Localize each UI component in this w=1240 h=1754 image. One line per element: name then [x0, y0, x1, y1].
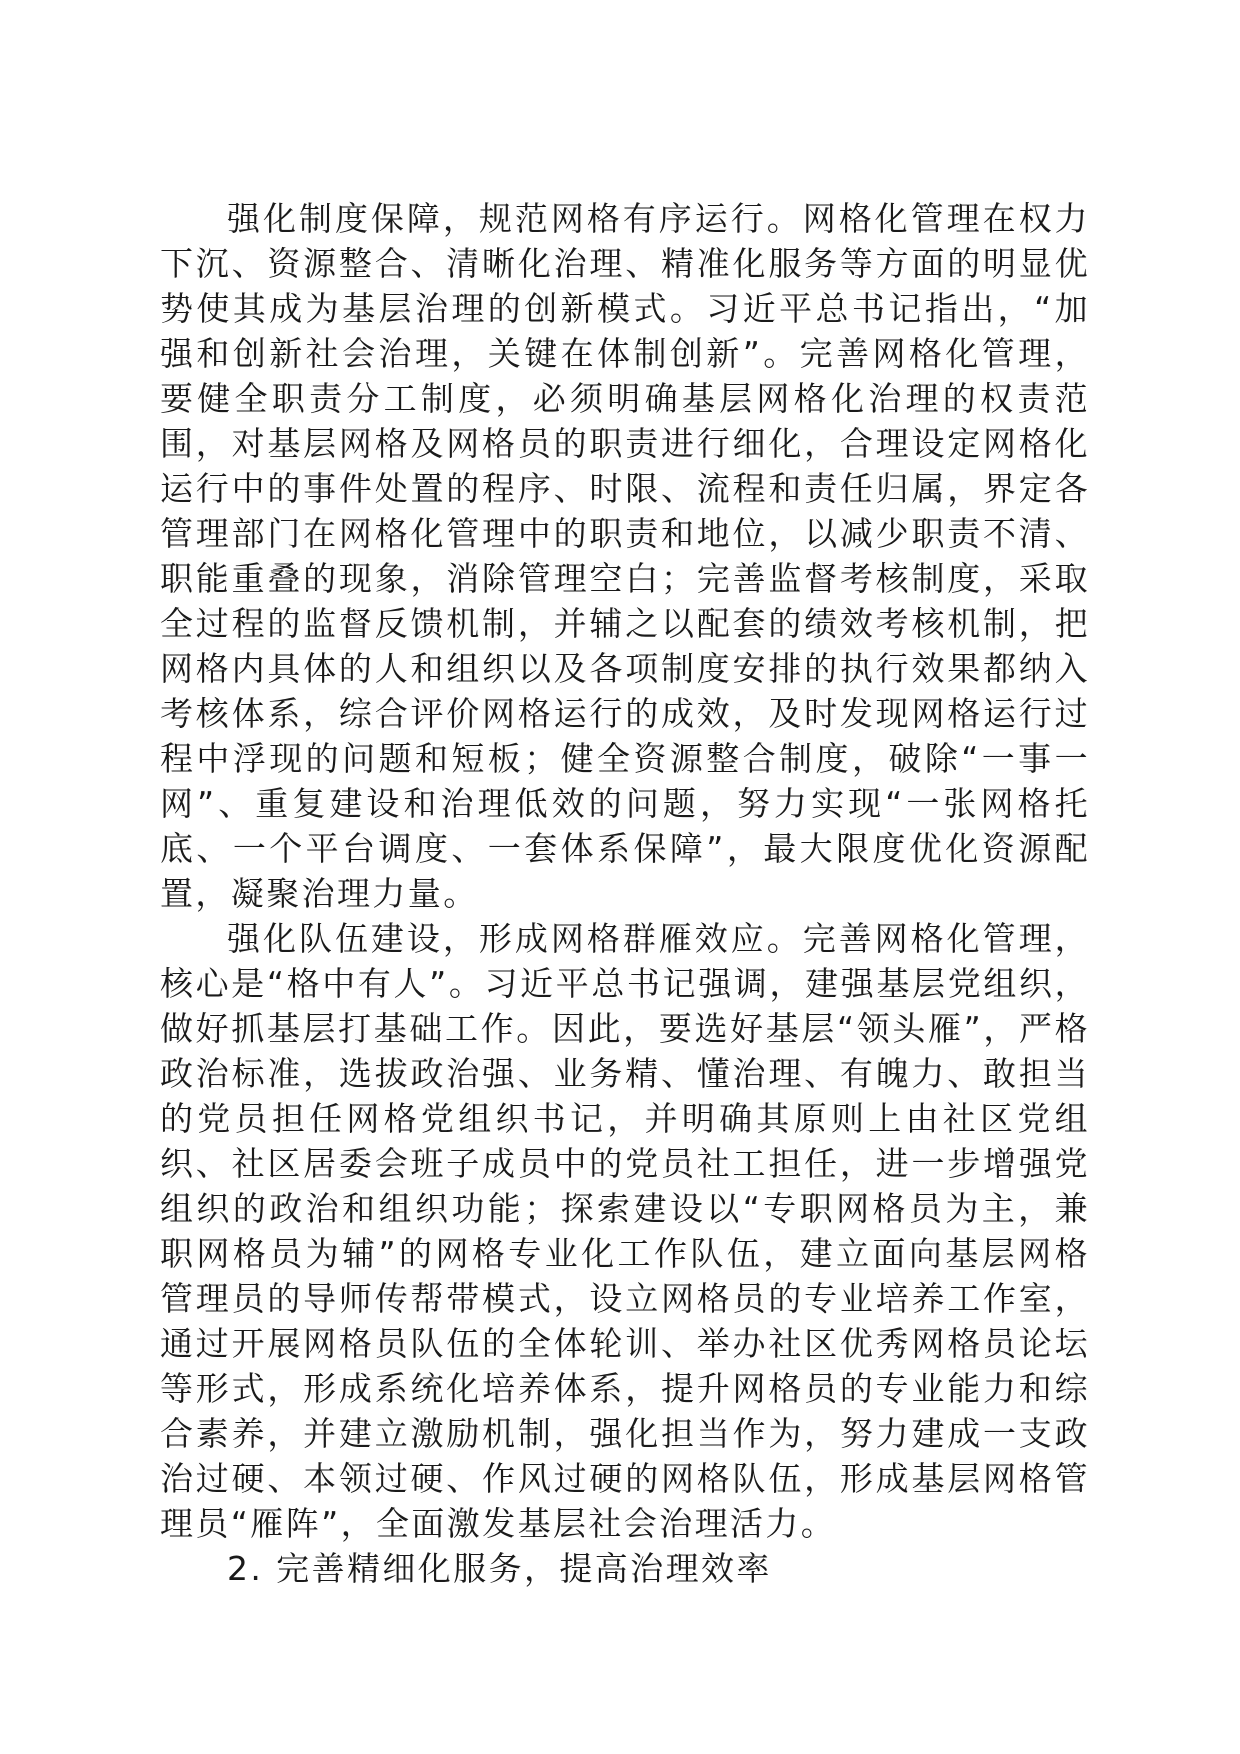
paragraph-team-building: 强化队伍建设，形成网格群雁效应。完善网格化管理，核心是“格中有人”。习近平总书记强调，建强基层党组织，做好抓基层打基础工作。因此，要选好基层“领头雁”，严格政治标准，选拔政治强、业务精、懂治理、有魄力、敢担当的党员担任网格党组织书记，并明确其原则上由社区党组织、社区居委会班子成员中的党员社工担任，进一步增强党组织的政治和组织功能；探索建设以“专职网格员为主，兼职网格员为辅”的网格专业化工作队伍，建立面向基层网格管理员的导师传帮带模式，设立网格员的专业培养工作室，通过开展网格员队伍的全体轮训、举办社区优秀网格员论坛等形式，形成系统化培养体系，提升网格员的专业能力和综合素养，并建立激励机制，强化担当作为，努力建成一支政治过硬、本领过硬、作风过硬的网格队伍，形成基层网格管理员“雁阵”，全面激发基层社会治理活力。: [160, 919, 1090, 1543]
document-page: [160, 196, 1090, 1591]
paragraph-institutional-guarantee: 强化制度保障，规范网格有序运行。网格化管理在权力下沉、资源整合、清晰化治理、精准化服务等方面的明显优势使其成为基层治理的创新模式。习近平总书记指出，“加强和创新社会治理，关键在体制创新”。完善网格化管理，要健全职责分工制度，必须明确基层网格化治理的权责范围，对基层网格及网格员的职责进行细化，合理设定网格化运行中的事件处置的程序、时限、流程和责任归属，界定各管理部门在网格化管理中的职责和地位，以减少职责不清、职能重叠的现象，消除管理空白；完善监督考核制度，采取全过程的监督反馈机制，并辅之以配套的绩效考核机制，把网格内具体的人和组织以及各项制度安排的执行效果都纳入考核体系，综合评价网格运行的成效，及时发现网格运行过程中浮现的问题和短板；健全资源整合制度，破除“一事一网”、重复建设和治理低效的问题，努力实现“一张网格托底、一个平台调度、一套体系保障”，最大限度优化资源配置，凝聚治理力量。: [160, 199, 1090, 913]
section-heading: 2. 完善精细化服务，提高治理效率: [227, 1549, 772, 1588]
